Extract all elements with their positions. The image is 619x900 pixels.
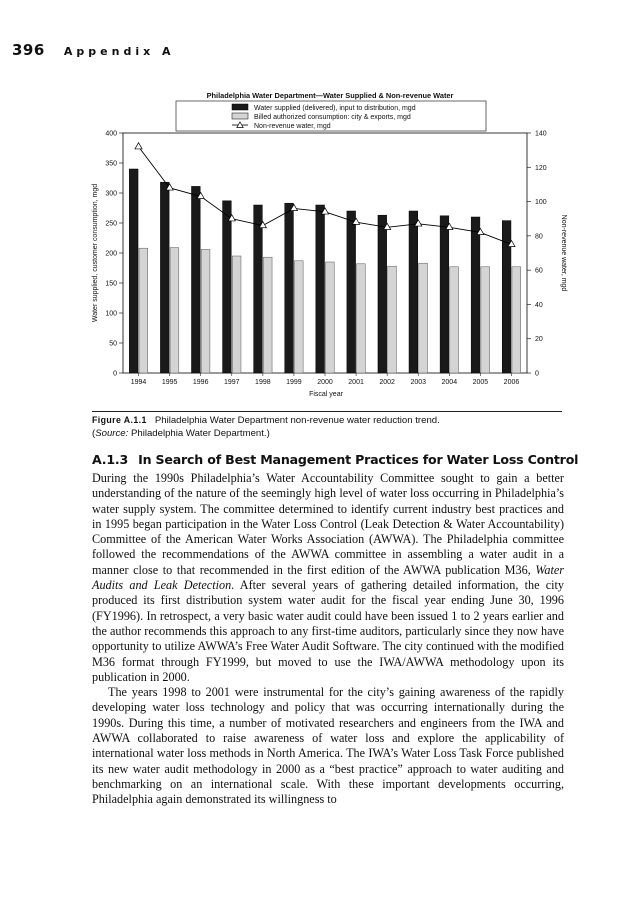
nrw-point-marker — [135, 143, 142, 149]
y-left-tick-label: 250 — [105, 220, 117, 228]
bar-water-supplied — [285, 203, 294, 373]
x-tick-label: 1994 — [130, 379, 147, 386]
y-right-tick-label: 20 — [535, 336, 543, 344]
bar-billed-consumption — [201, 249, 210, 373]
bar-billed-consumption — [450, 267, 459, 373]
x-tick-label: 1996 — [192, 379, 209, 386]
bar-water-supplied — [347, 211, 356, 373]
bar-water-supplied — [378, 215, 387, 373]
bar-billed-consumption — [232, 256, 241, 373]
bar-billed-consumption — [419, 263, 428, 373]
bar-billed-consumption — [294, 261, 303, 373]
page-number: 396 — [12, 41, 45, 59]
source-open-paren: ( — [92, 427, 96, 439]
running-head-title: Appendix A — [63, 45, 175, 58]
x-tick-label: 2001 — [348, 379, 364, 386]
bar-water-supplied — [440, 216, 449, 373]
plot-area — [105, 131, 546, 387]
legend-label-nrw: Non-revenue water, mgd — [254, 123, 331, 130]
legend-label-billed: Billed authorized consumption: city & exports, mgd — [254, 114, 411, 121]
y-right-tick-label: 0 — [535, 370, 539, 378]
x-tick-label: 1997 — [223, 379, 240, 386]
section-title: In Search of Best Management Practices for Water Loss Control — [138, 452, 579, 467]
y-right-tick-label: 120 — [535, 164, 547, 172]
x-tick-label: 1999 — [286, 379, 302, 386]
figure-chart — [0, 0, 619, 410]
paragraph-2: The years 1998 to 2001 were instrumental for the city’s gaining awareness of the rapidly developing water loss technology and policy that was occurring internationally during the 1990s. During this time, a number of motivated researchers and engineers from the IWA and AWWA collaborated to raise awareness of water loss and explore the applicability of international water loss methods in North America. The IWA’s Water Loss Task Force published its new water audit methodology in 2000 as a “best practice” approach to water auditing and benchmarking on an international scale. With these important developments occurring, Philadelphia again demonstrated its willingness to — [92, 685, 564, 807]
chart-title: Philadelphia Water Department—Water Supplied & Non-revenue Water — [206, 91, 454, 100]
y-axis-right-label: Non-revenue water, mgd — [560, 214, 567, 292]
legend-swatch-billed — [232, 113, 248, 119]
paragraph-1-part-a: During the 1990s Philadelphia’s Water Accountability Committee sought to gain a better understanding of the nature of the seemingly high level of water loss occurring in Philadelphia’s water supply system. The committee determined to identify current industry best practices and in 1995 began participation in the Water Loss Control (Leak Detection & Water Accountability) Committee of the American Water Works Association (AWWA). The Philadelphia committee followed the recommendations of the AWWA committee in assembling a water audit in a manner close to that recommended in the first edition of the AWWA publication M36, — [92, 471, 564, 577]
y-left-tick-label: 0 — [113, 370, 117, 378]
y-left-tick-label: 200 — [105, 250, 117, 258]
bar-water-supplied — [129, 169, 138, 373]
bar-water-supplied — [223, 201, 232, 373]
paragraph-1 — [92, 471, 564, 685]
legend-swatch-supplied — [232, 104, 248, 110]
bar-billed-consumption — [481, 267, 490, 373]
y-right-tick-label: 40 — [535, 301, 543, 309]
y-left-tick-label: 400 — [105, 130, 117, 138]
section-number: A.1.3 — [92, 452, 129, 467]
source-text: Philadelphia Water Department.) — [130, 427, 270, 439]
y-right-tick-label: 80 — [535, 233, 543, 241]
x-axis-label: Fiscal year — [309, 391, 343, 398]
x-tick-label: 1995 — [161, 379, 178, 386]
paragraph-1-part-b: . After several years of gathering detailed information, the city produced its first distribution system water audit for the fiscal year ending June 30, 1996 (FY1996). In retrospect, a very basic water audit could have been issued 1 to 2 years earlier and the author recommends this approach to any first-time auditors, particularly since they now have opportunity to utilize AWWA’s Free Water Audit Software. The city continued with the modified M36 format through FY1999, but moved to use the IWA/AWWA methodology upon its publication in 2000. — [92, 578, 564, 684]
bar-billed-consumption — [512, 267, 521, 373]
y-left-tick-label: 150 — [105, 280, 117, 288]
bar-water-supplied — [316, 205, 325, 373]
bar-billed-consumption — [388, 266, 397, 373]
bar-water-supplied — [191, 186, 200, 373]
section-heading — [92, 452, 578, 467]
bar-billed-consumption — [326, 262, 335, 373]
y-left-tick-label: 300 — [105, 190, 117, 198]
figure-label: Figure A.1.1 — [92, 415, 147, 425]
y-right-tick-label: 140 — [535, 130, 547, 138]
x-tick-label: 2002 — [379, 379, 395, 386]
x-tick-label: 2005 — [472, 379, 489, 386]
chart-legend — [176, 101, 486, 131]
figure-caption — [92, 414, 562, 440]
x-tick-label: 2006 — [503, 379, 520, 386]
bar-water-supplied — [160, 182, 169, 373]
y-left-tick-label: 350 — [105, 160, 117, 168]
x-tick-label: 2000 — [317, 379, 333, 386]
bar-water-supplied — [409, 211, 418, 373]
y-right-tick-label: 100 — [535, 199, 547, 207]
x-tick-label: 1998 — [255, 379, 271, 386]
plot-frame — [123, 133, 527, 373]
paragraph-1-publication-title: Water Audits and Leak Detection — [92, 562, 564, 593]
legend-label-supplied: Water supplied (delivered), input to distribution, mgd — [254, 105, 416, 112]
bar-water-supplied — [471, 217, 480, 373]
bar-billed-consumption — [170, 248, 179, 373]
caption-rule — [92, 411, 562, 412]
x-tick-label: 2003 — [410, 379, 427, 386]
bar-billed-consumption — [357, 264, 366, 373]
y-left-tick-label: 100 — [105, 310, 117, 318]
y-axis-left-label: Water supplied, customer consumption, mgd — [92, 183, 99, 323]
bar-billed-consumption — [139, 248, 148, 373]
caption-text: Philadelphia Water Department non-revenue water reduction trend. — [154, 415, 440, 426]
body-text — [92, 471, 564, 808]
y-left-tick-label: 50 — [109, 340, 117, 348]
x-tick-label: 2004 — [441, 379, 458, 386]
y-right-tick-label: 60 — [535, 267, 543, 275]
bar-water-supplied — [254, 205, 263, 373]
source-label: Source: — [95, 427, 129, 439]
bar-billed-consumption — [263, 257, 272, 373]
